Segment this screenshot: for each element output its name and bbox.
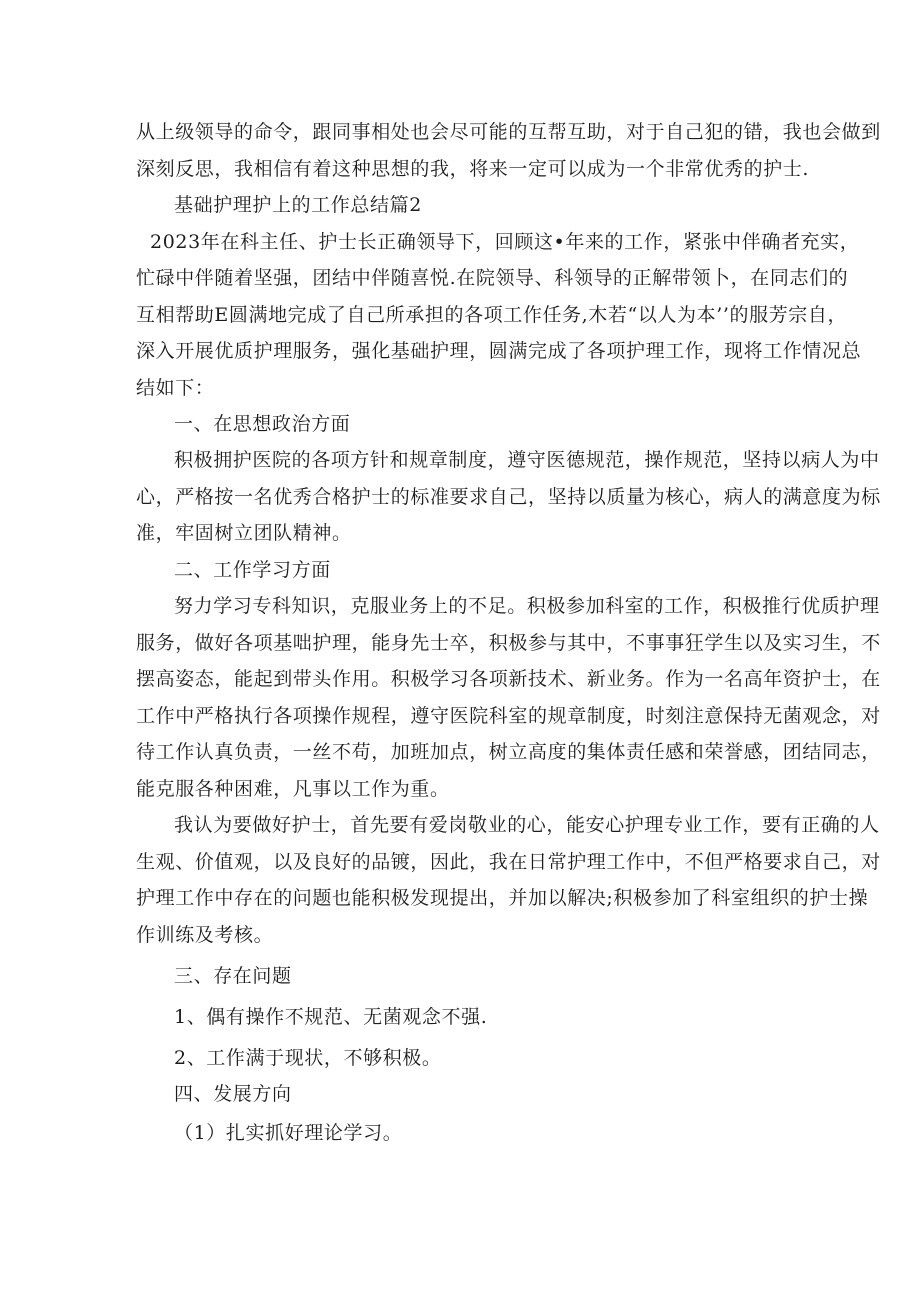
paragraph-line: 积极拥护医院的各项方针和规章制度，遵守医德规范，操作规范，坚持以病人为中 bbox=[174, 449, 880, 471]
document-heading: 基础护理护上的工作总结篇2 bbox=[174, 194, 422, 216]
list-item: 2、工作满于现状，不够积极。 bbox=[174, 1047, 442, 1069]
paragraph-line: 工作中严格执行各项操作规程，遵守医院科室的规章制度，时刻注意保持无菌观念，对 bbox=[136, 705, 881, 727]
section-heading: 二、工作学习方面 bbox=[174, 559, 331, 581]
paragraph-line: 从上级领导的命令，跟同事相处也会尽可能的互帮互助，对于自己犯的错，我也会做到 bbox=[136, 121, 881, 143]
paragraph-line: 结如下： bbox=[136, 377, 215, 399]
paragraph-line: 深入开展优质护理服务，强化基础护理，圆满完成了各项护理工作，现将工作情况总 bbox=[136, 340, 862, 362]
list-item: （1）扎实抓好理论学习。 bbox=[174, 1122, 403, 1144]
paragraph-line: 心，严格按一名优秀合格护士的标准要求自己，坚持以质量为核心，病人的满意度为标 bbox=[136, 486, 881, 508]
section-heading: 四、发展方向 bbox=[174, 1083, 292, 1105]
paragraph-line: 作训练及考核。 bbox=[136, 924, 274, 946]
paragraph-line: 生观、价值观，以及良好的品镀，因此，我在日常护理工作中，不但严格要求自己，对 bbox=[136, 851, 881, 873]
paragraph-line: 准，牢固树立团队精神。 bbox=[136, 522, 352, 544]
list-item: 1、偶有操作不规范、无菌观念不强. bbox=[174, 1006, 488, 1028]
paragraph-line: 深刻反思，我相信有着这种思想的我，将来一定可以成为一个非常优秀的护士. bbox=[136, 158, 810, 180]
paragraph-line: 服务，做好各项基咄护理，能身先士卒，积极参与其中，不事事狂学生以及实习生，不 bbox=[136, 632, 881, 654]
paragraph-line: 我认为要做好护士，首先要有爱岗敬业的心，能安心护理专业工作，要有正确的人 bbox=[174, 814, 880, 836]
section-heading: 三、存在问题 bbox=[174, 965, 292, 987]
paragraph-line: 摆高姿态，能起到带头作用。积极学习各项新技术、新业务。作为一名高年资护士，在 bbox=[136, 668, 881, 690]
paragraph-line: 2023年在科主任、护士长正确领导下，回顾这•年来的工作，紧张中伴确者充实， bbox=[150, 231, 860, 253]
paragraph-line: 互相帮助E圆满地完成了自己所承担的各项工作任务,木若“以人为本’’的服芳宗自， bbox=[136, 304, 848, 326]
paragraph-line: 忙碌中伴随着坚强，团结中伴随喜悦.在院领导、科领导的正解带领卜，在同志们的 bbox=[136, 267, 849, 289]
paragraph-line: 努力学习专科知识，克服业务上的不足。积极参加科室的工作，积极推行优质护理 bbox=[174, 595, 880, 617]
paragraph-line: 护理工作中存在的问题也能积极发现提出，并加以解决;积极参加了科室组织的护士操 bbox=[136, 887, 869, 909]
section-heading: 一、在思想政治方面 bbox=[174, 413, 351, 435]
paragraph-line: 能克服各种困难，凡事以工作为重。 bbox=[136, 778, 450, 800]
paragraph-line: 待工作认真负责，一丝不苟，加班加点，树立高度的集体责任感和荣誉感，团结同志， bbox=[136, 741, 881, 763]
